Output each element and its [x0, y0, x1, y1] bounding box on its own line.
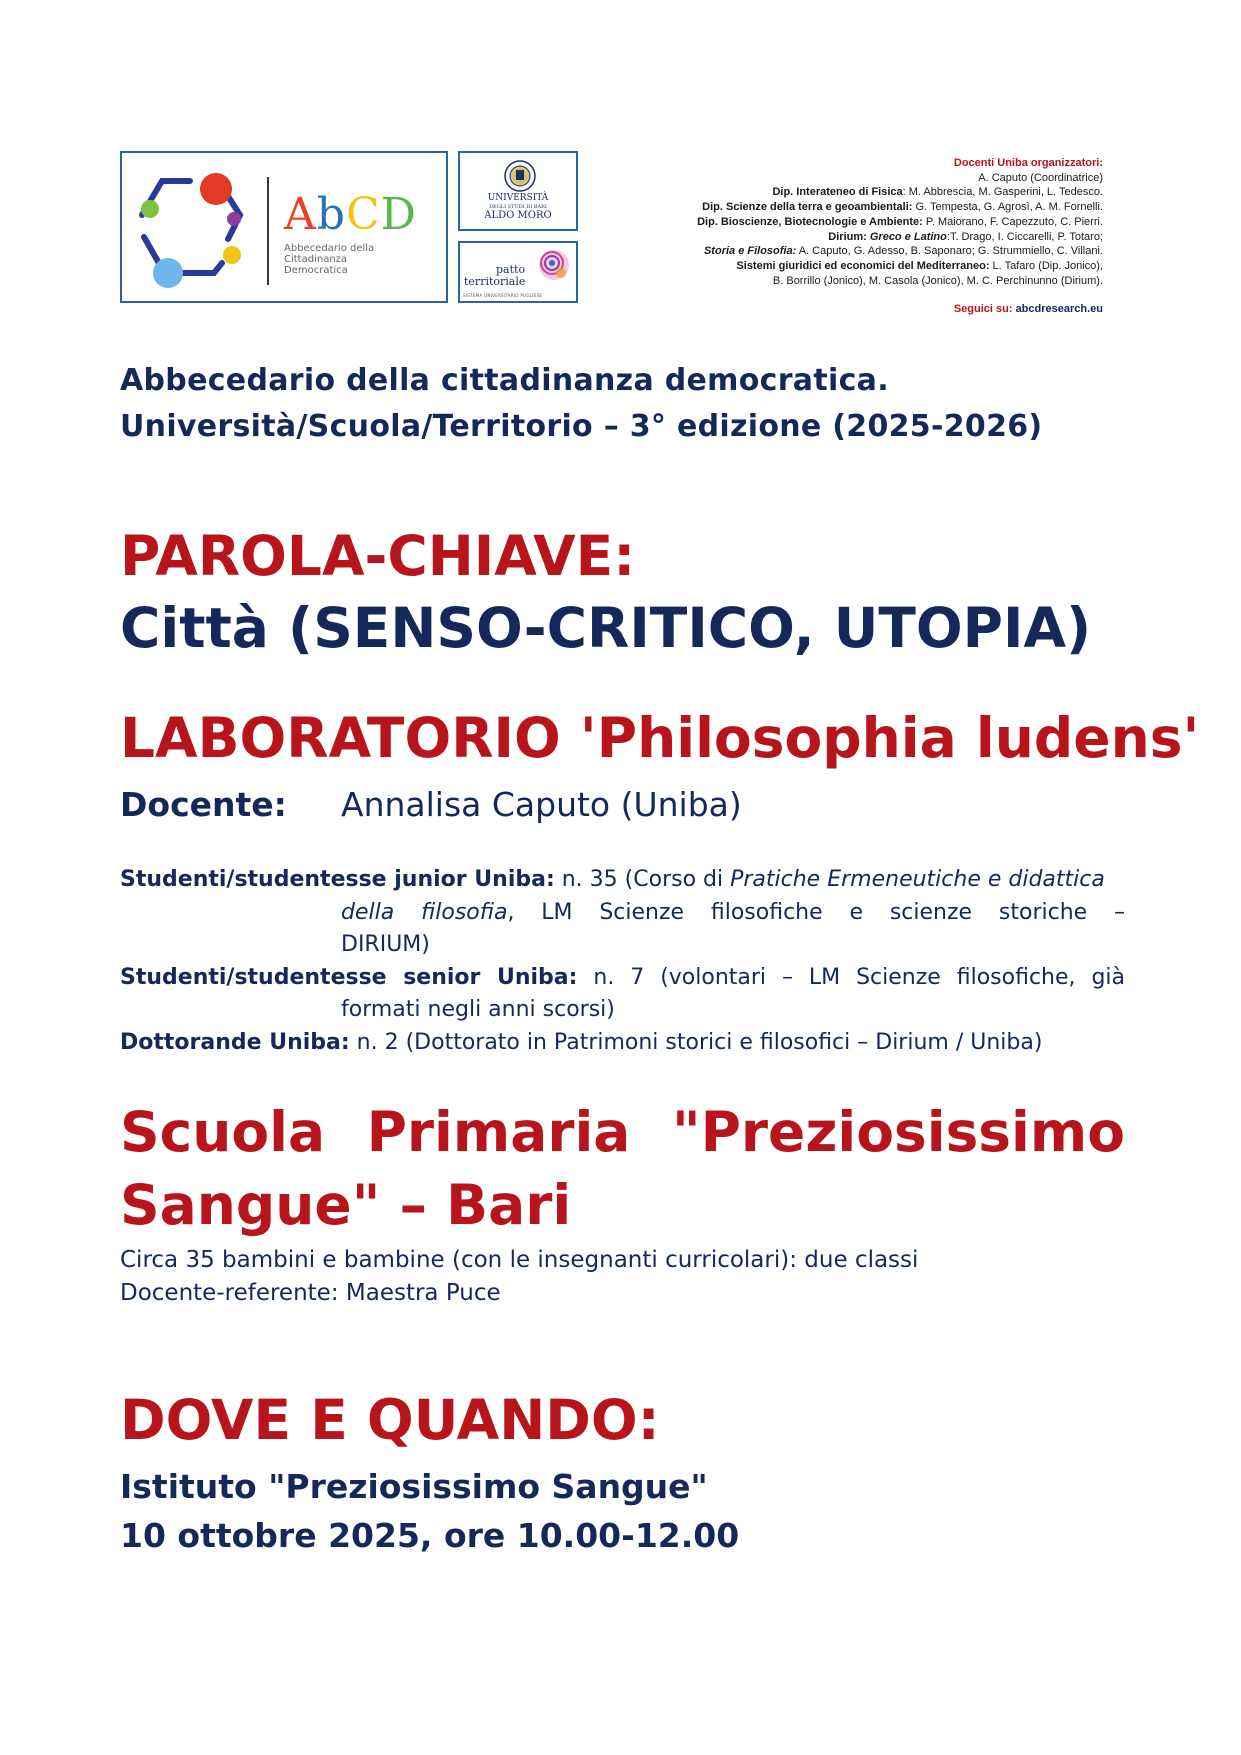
keyword-value: Città (SENSO-CRITICO, UTOPIA): [120, 596, 1092, 660]
event-place: Istituto "Preziosissimo Sangue": [120, 1467, 708, 1506]
abcd-subtitle: Abbecedario della Cittadinanza Democratica: [284, 243, 375, 276]
organizer-section: Storia e Filosofia:: [703, 245, 797, 258]
organizer-line: [633, 274, 1103, 289]
organizer-text: :T. Drago, I. Ciccarelli, P. Totaro;: [946, 230, 1103, 243]
abcd-letter: C: [345, 189, 381, 240]
school-children: Circa 35 bambini e bambine (con le insegnanti curricolari): due classi: [120, 1247, 919, 1273]
school-title-word: Scuola: [120, 1100, 326, 1164]
students-block: [120, 864, 1125, 1059]
senior-students-row: [120, 962, 1125, 1027]
abcd-logo: [120, 151, 448, 303]
organizer-text: : M. Abbrescia, M. Gasperini, L. Tedesco.: [902, 186, 1103, 199]
patto-system-line: SISTEMA UNIVERSITARIO PUGLIESE: [463, 293, 543, 298]
phd-students-row: [120, 1027, 1125, 1060]
lab-title: LABORATORIO 'Philosophia ludens': [120, 706, 1200, 770]
abcd-letter: D: [380, 189, 417, 240]
university-logo: [458, 151, 578, 231]
organizer-line: [633, 244, 1103, 259]
organizers-block: [633, 156, 1103, 317]
docente-line: [120, 785, 742, 824]
organizer-line: [633, 230, 1103, 245]
senior-text-cont: formati negli anni scorsi): [341, 997, 615, 1022]
organizer-section: Greco e Latino: [869, 230, 947, 243]
abcd-letter: A: [284, 189, 317, 240]
junior-text: n. 35 (Corso di: [554, 867, 731, 892]
university-name: UNIVERSITÀ: [487, 193, 549, 203]
organizer-text: G. Tempesta, G. Agrosì, A. M. Fornelli.: [912, 201, 1103, 214]
university-aldo-moro: ALDO MORO: [484, 210, 552, 221]
junior-students-row: [120, 864, 1125, 962]
organizer-text: B. Borrillo (Jonico), M. Casola (Jonico), M. C. Perchinunno (Dirium).: [772, 274, 1103, 287]
website-link[interactable]: abcdresearch.eu: [1015, 303, 1103, 316]
course-name: Pratiche Ermeneutiche e didattica: [730, 867, 1105, 892]
organizer-line: [633, 200, 1103, 215]
organizer-text: P. Maiorano, F. Capezzuto, C. Pierri.: [922, 215, 1103, 228]
territoriale-word: territoriale: [464, 275, 526, 288]
school-title-word: "Preziosissimo: [671, 1100, 1125, 1164]
university-subname: DEGLI STUDI DI BARI: [489, 204, 547, 210]
organizer-text: A. Caputo (Coordinatrice): [978, 171, 1103, 184]
abcd-wordmark: [284, 189, 417, 240]
where-when-info: [120, 1462, 739, 1560]
organizer-dept: Dip. Bioscienze, Biotecnologie e Ambiente:: [697, 215, 923, 228]
abcd-letter: b: [316, 189, 346, 240]
senior-label: Studenti/studentesse senior Uniba:: [120, 964, 578, 990]
keyword-label: PAROLA-CHIAVE:: [120, 524, 636, 588]
organizer-line: [633, 215, 1103, 230]
where-when-title: DOVE E QUANDO:: [120, 1388, 660, 1452]
school-info: [120, 1244, 918, 1310]
school-title: [120, 1096, 1125, 1242]
organizer-line: [633, 171, 1103, 186]
organizer-dept: Dip. Interateneo di Fisica: [772, 186, 903, 199]
intro-line-2: Università/Scuola/Territorio – 3° edizione (2025-2026): [120, 409, 1043, 444]
patto-territoriale-logo: [458, 241, 578, 303]
project-intro: [120, 358, 1042, 450]
phd-label: Dottorande Uniba:: [120, 1029, 350, 1055]
follow-line: [633, 302, 1103, 317]
intro-line-1: Abbecedario della cittadinanza democratica.: [120, 363, 889, 398]
follow-label: Seguici su:: [953, 303, 1013, 316]
organizer-text: L. Tafaro (Dip. Jonico),: [989, 259, 1103, 272]
junior-text-cont: , LM Scienze filosofiche e scienze storiche –: [507, 899, 1125, 925]
fingerprint-icon: [536, 247, 572, 283]
organizer-dept: Sistemi giuridici ed economici del Mediterraneo:: [736, 259, 990, 272]
school-title-word: Primaria: [366, 1100, 631, 1164]
school-title-line-2: Sangue" – Bari: [120, 1173, 572, 1237]
senior-text: n. 7 (volontari – LM Scienze filosofiche, già: [577, 964, 1126, 990]
university-seal-icon: [503, 159, 537, 193]
docente-name: Annalisa Caputo (Uniba): [341, 785, 742, 824]
organizer-line: [633, 185, 1103, 200]
junior-label: Studenti/studentesse junior Uniba:: [120, 867, 555, 892]
organizer-text: A. Caputo, G. Adesso, B. Saponaro; G. Strummiello, C. Villani.: [796, 245, 1103, 258]
patto-word: patto: [496, 263, 526, 276]
docente-label: Docente:: [120, 785, 287, 824]
organizer-line: [633, 259, 1103, 274]
course-name-cont: della filosofia: [341, 899, 508, 925]
phd-text: n. 2 (Dottorato in Patrimoni storici e filosofici – Dirium / Uniba): [349, 1029, 1043, 1055]
organizers-heading: Docenti Uniba organizzatori:: [953, 157, 1103, 169]
organizer-dept: Dirium:: [828, 230, 870, 243]
junior-text-end: DIRIUM): [341, 932, 430, 957]
school-referent: Docente-referente: Maestra Puce: [120, 1280, 501, 1306]
organizer-dept: Dip. Scienze della terra e geoambientali:: [702, 201, 913, 214]
event-date: 10 ottobre 2025, ore 10.00-12.00: [120, 1516, 740, 1555]
